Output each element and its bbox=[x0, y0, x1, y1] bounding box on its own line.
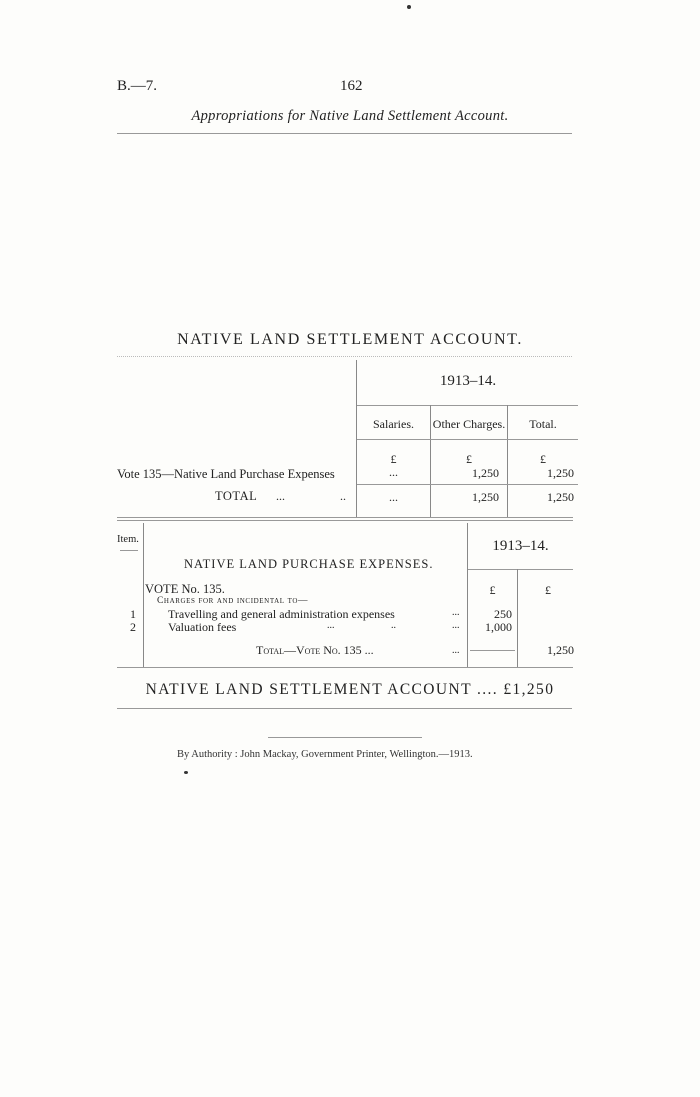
vote-row-label: Vote 135—Native Land Purchase Expenses bbox=[117, 467, 335, 481]
details-title: NATIVE LAND PURCHASE EXPENSES. bbox=[184, 557, 434, 571]
item-leader: ... bbox=[452, 607, 460, 618]
item-label: Valuation fees bbox=[168, 620, 237, 634]
summary-header-rule bbox=[357, 439, 578, 440]
summary-subtotal-rule bbox=[357, 484, 578, 485]
charges-heading: Charges for and incidental to— bbox=[157, 596, 309, 606]
currency-symbol: £ bbox=[489, 583, 496, 597]
item-column-header: Item. bbox=[117, 534, 139, 545]
vote-total-amount: 1,250 bbox=[547, 643, 574, 657]
total-row-leader: ... bbox=[276, 489, 285, 503]
print-speck bbox=[407, 5, 411, 9]
document-reference: B.—7. bbox=[117, 78, 158, 94]
details-year-rule bbox=[468, 569, 573, 570]
vote-row-other-charges: 1,250 bbox=[472, 466, 499, 480]
vote-row-total: 1,250 bbox=[547, 466, 574, 480]
item-header-rule bbox=[120, 550, 138, 551]
total-row-other-charges: 1,250 bbox=[472, 490, 499, 504]
total-row-label: TOTAL bbox=[215, 489, 258, 503]
column-header-total: Total. bbox=[529, 417, 557, 431]
item-leader: ... bbox=[452, 620, 460, 631]
item-leader: .. bbox=[391, 620, 396, 631]
print-speck bbox=[184, 771, 188, 774]
item-amount: 250 bbox=[494, 607, 512, 621]
currency-symbol: £ bbox=[466, 452, 472, 466]
summary-year-rule bbox=[357, 405, 578, 406]
column-header-salaries: Salaries. bbox=[373, 417, 414, 431]
vote-total-rule bbox=[470, 650, 515, 651]
page-subtitle: Appropriations for Native Land Settlement Account. bbox=[191, 108, 509, 124]
currency-symbol: £ bbox=[540, 452, 546, 466]
summary-year: 1913–14. bbox=[439, 373, 497, 389]
vote-total-leader: ... bbox=[452, 645, 460, 656]
footer-rule bbox=[117, 708, 572, 709]
printer-imprint: By Authority : John Mackay, Government Printer, Wellington.—1913. bbox=[177, 749, 473, 760]
total-row-total: 1,250 bbox=[547, 490, 574, 504]
item-number: 2 bbox=[130, 620, 136, 634]
vote-total-label: Total—Vote No. 135 ... bbox=[256, 643, 374, 657]
details-bottom-rule bbox=[117, 667, 573, 668]
details-year: 1913–14. bbox=[492, 538, 549, 554]
vote-number: VOTE No. 135. bbox=[145, 582, 225, 596]
section-title: NATIVE LAND SETTLEMENT ACCOUNT. bbox=[177, 331, 523, 348]
account-total: NATIVE LAND SETTLEMENT ACCOUNT .... £1,250 bbox=[145, 681, 555, 698]
item-number: 1 bbox=[130, 607, 136, 621]
imprint-rule bbox=[268, 737, 422, 738]
total-row-leader: .. bbox=[340, 489, 346, 503]
currency-symbol: £ bbox=[545, 583, 551, 597]
header-rule bbox=[117, 133, 572, 134]
item-column-divider bbox=[143, 523, 144, 667]
title-rule bbox=[117, 356, 572, 357]
column-header-other-charges: Other Charges. bbox=[432, 417, 506, 431]
item-leader: ... bbox=[327, 620, 335, 631]
double-rule bbox=[117, 520, 573, 521]
item-amount: 1,000 bbox=[485, 620, 512, 634]
vote-row-salaries: ... bbox=[389, 465, 398, 479]
total-row-salaries: ... bbox=[389, 490, 398, 504]
currency-symbol: £ bbox=[390, 452, 397, 466]
double-rule bbox=[117, 517, 573, 518]
item-label: Travelling and general administration expenses bbox=[168, 607, 395, 621]
page-number: 162 bbox=[340, 78, 363, 94]
